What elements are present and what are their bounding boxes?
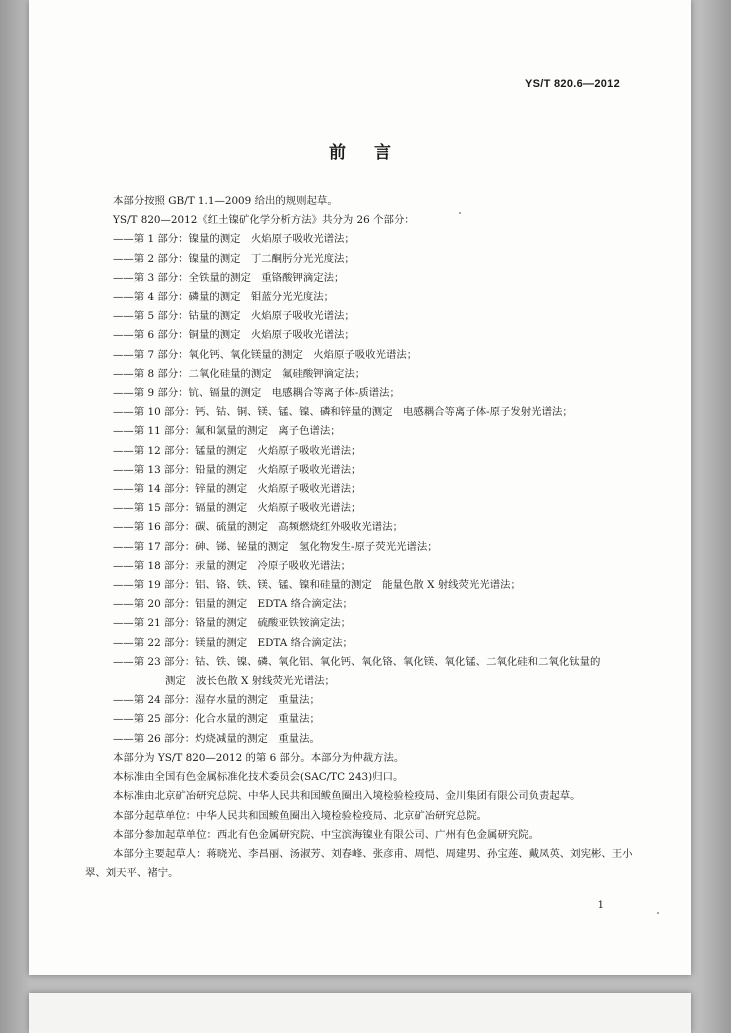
part-list-item: ——第 3 部分：全铁量的测定 重铬酸钾滴定法；: [113, 271, 345, 284]
part-list-item: ——第 5 部分：钴量的测定 火焰原子吸收光谱法；: [113, 310, 355, 323]
part-list-item: ——第 1 部分：镍量的测定 火焰原子吸收光谱法；: [113, 233, 355, 246]
part-list-item: ——第 17 部分：砷、锑、铋量的测定 氢化物发生-原子荧光光谱法；: [113, 540, 438, 553]
scan-speck: [459, 212, 461, 214]
part-list-item: ——第 23 部分：钴、铁、镍、磷、氧化铝、氧化钙、氧化铬、氧化镁、氧化锰、二氧化硅和二氧化钛量的: [113, 655, 601, 668]
closing-paragraph: 本部分起草单位：中华人民共和国鲅鱼圈出入境检验检疫局、北京矿冶研究总院。: [113, 809, 488, 822]
part-list-item: ——第 19 部分：铝、铬、铁、镁、锰、镍和硅量的测定 能量色散 X 射线荧光光谱法；: [113, 579, 521, 592]
page-number: 1: [597, 900, 604, 911]
part-list-item: ——第 24 部分：湿存水量的测定 重量法；: [113, 694, 320, 707]
part-list-item: ——第 15 部分：镉量的测定 火焰原子吸收光谱法；: [113, 502, 362, 515]
part-list-item: ——第 14 部分：锌量的测定 火焰原子吸收光谱法；: [113, 483, 362, 496]
document-page: [29, 0, 691, 975]
part-list-item: ——第 20 部分：铝量的测定 EDTA 络合滴定法；: [113, 598, 353, 611]
closing-paragraph: 本标准由全国有色金属标准化技术委员会(SAC/TC 243)归口。: [113, 771, 404, 784]
part-list-item: ——第 6 部分：铜量的测定 火焰原子吸收光谱法；: [113, 329, 355, 342]
part-list-item-continued: 测定 波长色散 X 射线荧光光谱法；: [165, 675, 335, 688]
foreword-body: [85, 192, 651, 883]
part-list-item: ——第 7 部分：氧化钙、氧化镁量的测定 火焰原子吸收光谱法；: [113, 348, 418, 361]
part-list-item: ——第 4 部分：磷量的测定 钼蓝分光光度法；: [113, 291, 335, 304]
part-list-item: ——第 8 部分：二氧化硅量的测定 氟硅酸钾滴定法；: [113, 367, 366, 380]
intro-paragraph: YS/T 820—2012《红土镍矿化学分析方法》共分为 26 个部分：: [113, 214, 415, 227]
part-list-item: ——第 2 部分：镍量的测定 丁二酮肟分光光度法；: [113, 252, 355, 265]
part-list-item: ——第 9 部分：钪、镉量的测定 电感耦合等离子体-质谱法；: [113, 387, 400, 400]
intro-paragraph: 本部分按照 GB/T 1.1—2009 给出的规则起草。: [113, 195, 338, 207]
standard-code: YS/T 820.6—2012: [524, 78, 620, 90]
scan-speck: [657, 912, 659, 914]
part-list-item: ——第 26 部分：灼烧减量的测定 重量法。: [113, 732, 320, 745]
part-list-item: ——第 22 部分：镁量的测定 EDTA 络合滴定法；: [113, 636, 353, 649]
part-list-item: ——第 18 部分：汞量的测定 冷原子吸收光谱法；: [113, 559, 352, 572]
next-page-edge: [29, 993, 691, 1033]
closing-paragraph: 本部分为 YS/T 820—2012 的第 6 部分。本部分为仲裁方法。: [113, 751, 405, 764]
part-list-item: ——第 10 部分：钙、钴、铜、镁、锰、镍、磷和锌量的测定 电感耦合等离子体-原子发射光谱法；: [113, 406, 573, 419]
part-list-item: ——第 13 部分：铅量的测定 火焰原子吸收光谱法；: [113, 463, 362, 476]
closing-paragraph: 本部分参加起草单位：西北有色金属研究院、中宝滨海镍业有限公司、广州有色金属研究院。: [113, 828, 540, 841]
part-list-item: ——第 21 部分：铬量的测定 硫酸亚铁铵滴定法；: [113, 617, 352, 630]
page-title: 前言: [329, 143, 419, 163]
part-list-item: ——第 11 部分：氟和氯量的测定 离子色谱法；: [113, 425, 341, 438]
part-list-item: ——第 16 部分：碳、硫量的测定 高频燃烧红外吸收光谱法；: [113, 521, 403, 534]
part-list-item: ——第 12 部分：锰量的测定 火焰原子吸收光谱法；: [113, 444, 362, 457]
part-list-item: ——第 25 部分：化合水量的测定 重量法；: [113, 713, 320, 726]
closing-paragraph: 本标准由北京矿冶研究总院、中华人民共和国鲅鱼圈出入境检验检疫局、金川集团有限公司负责起草。: [113, 790, 581, 803]
closing-paragraph: 本部分主要起草人：蒋晓光、李昌丽、汤淑芳、刘春峰、张彦甫、周恺、周建男、孙宝莲、戴凤英、刘宪彬、王小翠、刘天平、褚宁。: [85, 847, 633, 880]
